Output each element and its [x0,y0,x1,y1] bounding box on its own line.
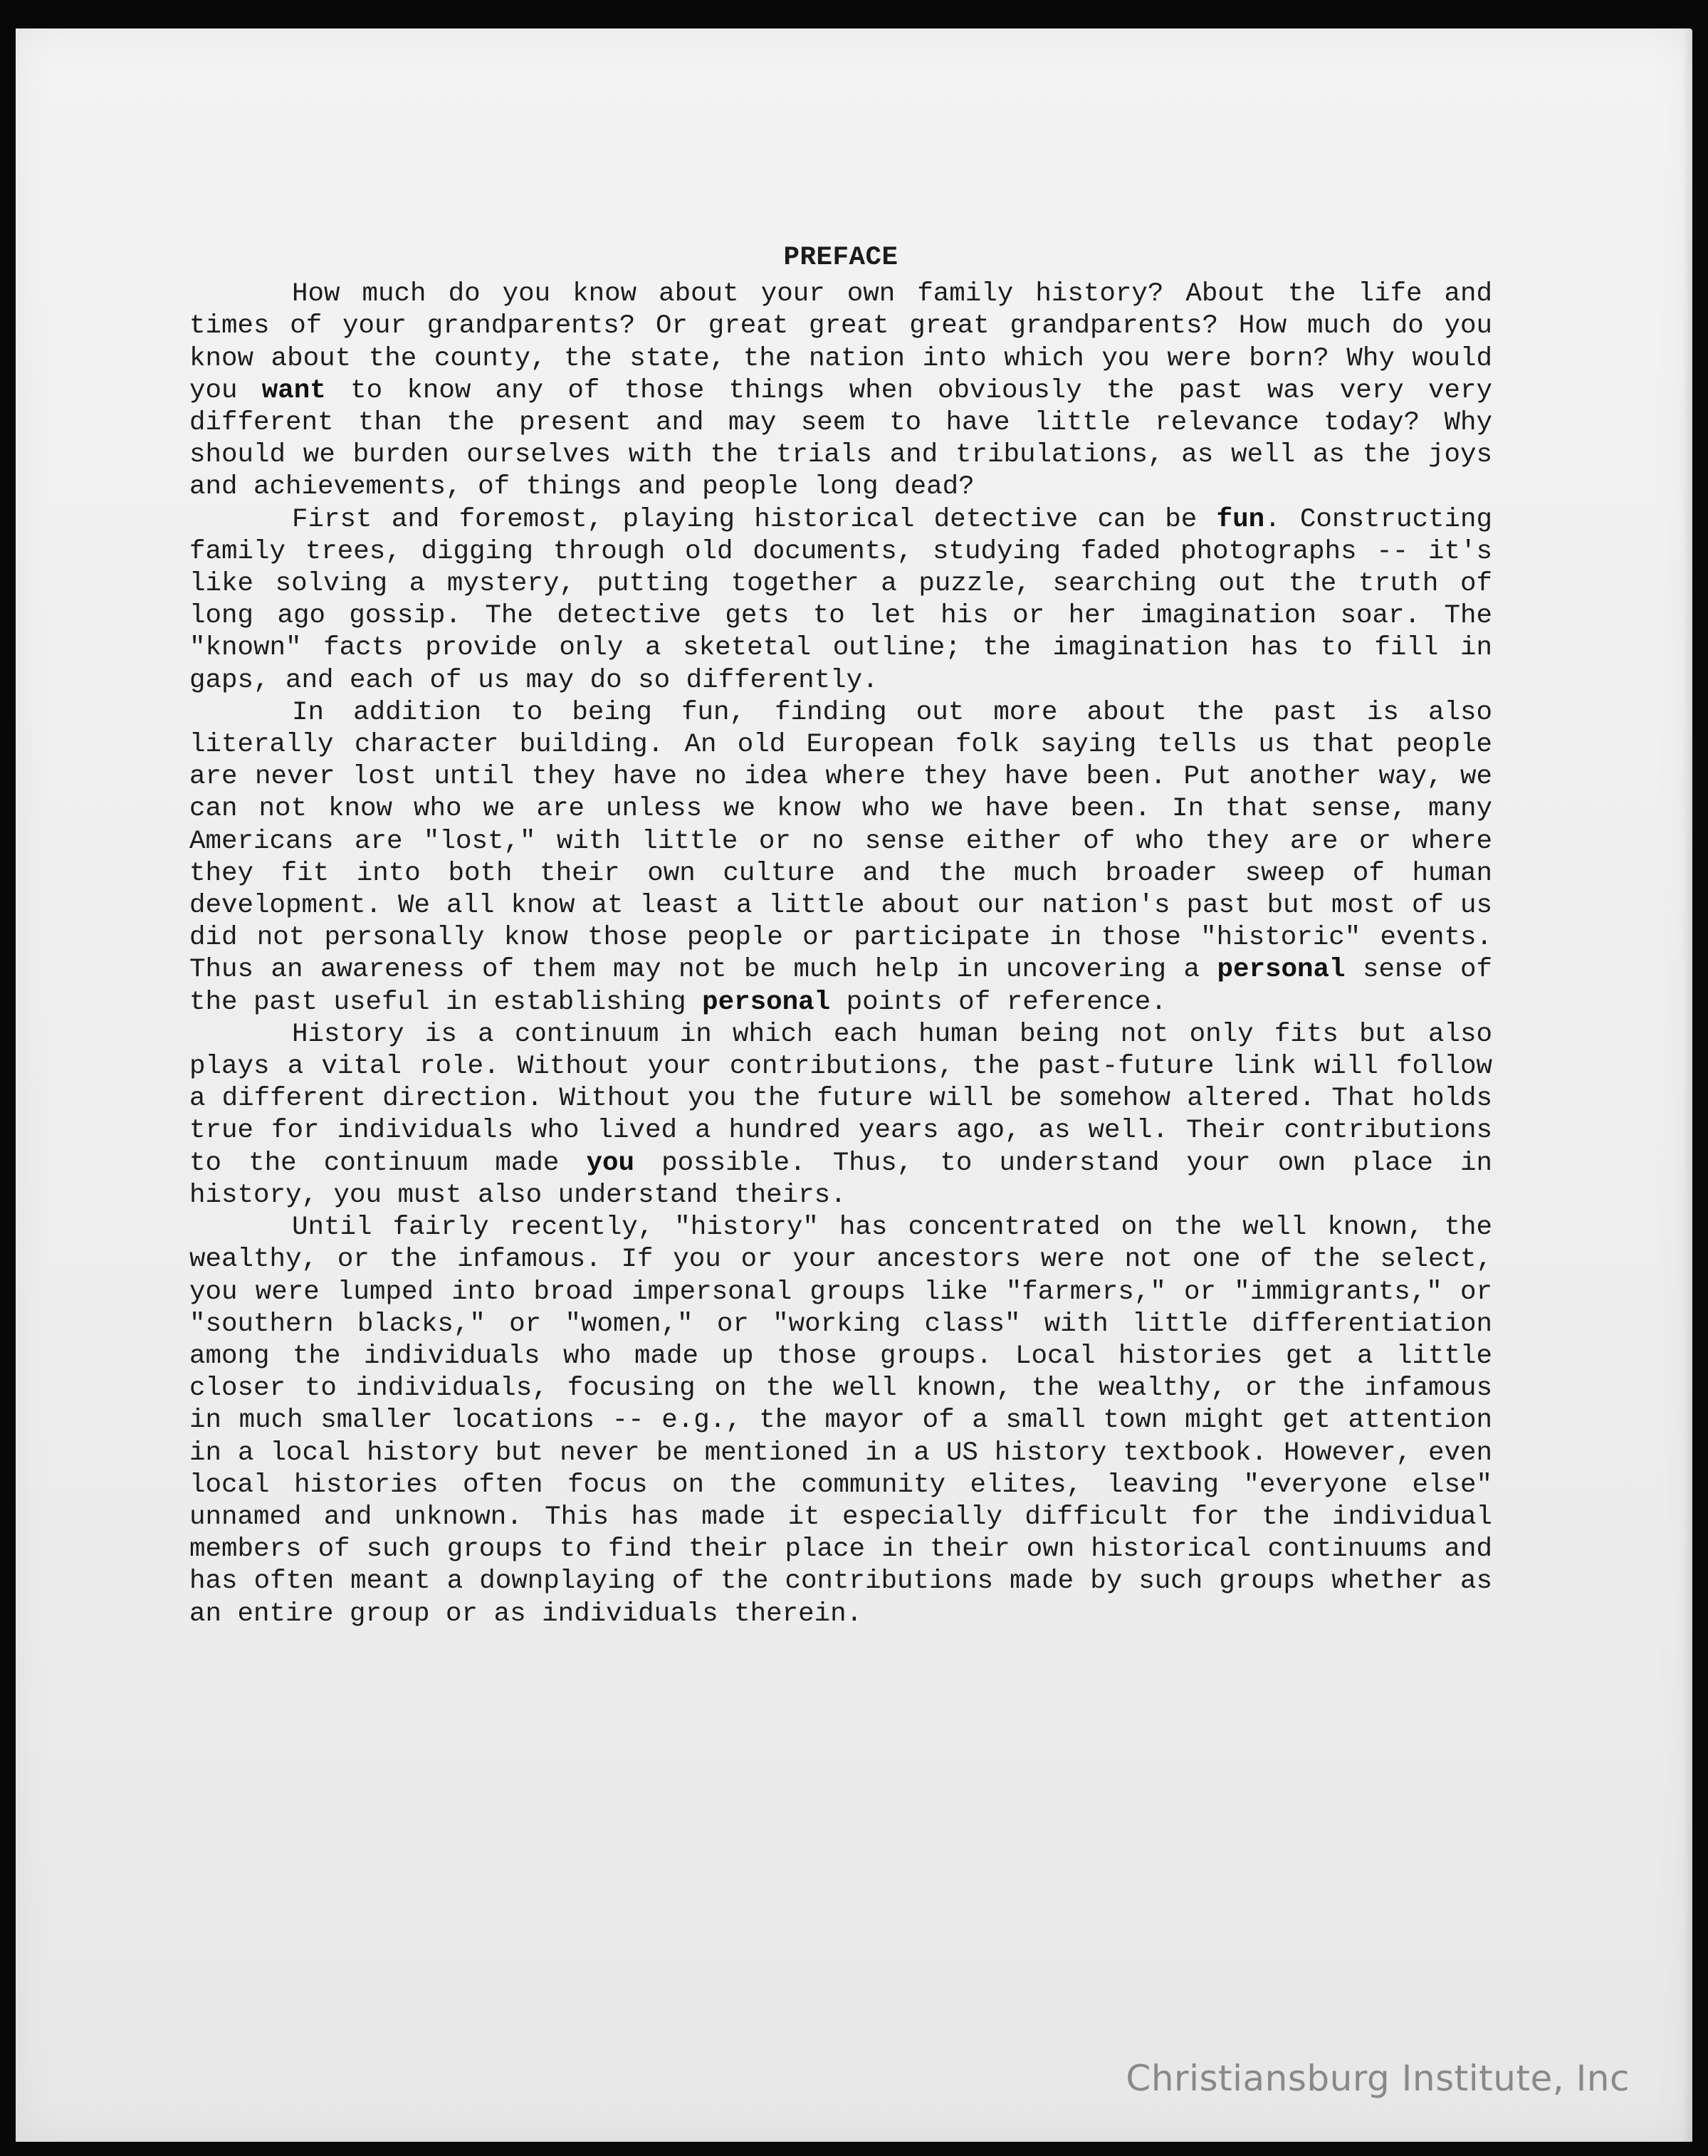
text-run: sense of the past useful in establishing [189,955,1492,1017]
paragraph [189,697,1492,1019]
text-run: . Constructing family trees, digging through old documents, studying faded photographs -- it's like solving a mystery, putting together a puzzle, searching out the truth of long ago gossip. The detective gets to let his or her imagination soar. The "known" facts provide only a sketetal outline; the imagination has to fill in gaps, and each of us may do so differently. [189,504,1492,696]
text-run: possible. Thus, to understand your own place in history, you must also understand theirs. [189,1148,1492,1210]
paragraph [189,504,1492,697]
watermark-text: Christiansburg Institute, Inc [1126,2058,1630,2099]
page-title: PREFACE [783,243,898,273]
emphasized-word: you [586,1148,634,1178]
text-run: First and foremost, playing historical detective can be [292,504,1217,535]
paragraph [189,1019,1492,1212]
paragraph [189,1212,1492,1631]
document-body [189,242,1492,1631]
text-run: History is a continuum in which each human being not only fits but also plays a vital role. Without your contributions, the past-future link will follow a different direction. Without you the future will be somehow altered. That holds true for individuals who lived a hundred years ago, as well. Their contributions to the continuum made [189,1019,1492,1178]
emphasized-word: personal [1217,955,1346,985]
text-run: Until fairly recently, "history" has concentrated on the well known, the wealthy, or the infamous. If you or your ancestors were not one of the select, you were lumped into broad impersonal groups like "farmers," or "immigrants," or "southern blacks," or "women," or "working class" with little differentiation among the individuals who made up those groups. Local histories get a little closer to individuals, focusing on the well known, the wealthy, or the infamous in much smaller locations -- e.g., the mayor of a small town might get attention in a local history but never be mentioned in a US history textbook. However, even local histories often focus on the community elites, leaving "everyone else" unnamed and unknown. This has made it especially difficult for the individual members of such groups to find their place in their own historical continuums and has often meant a downplaying of the contributions made by such groups whether as an entire group or as individuals therein. [189,1213,1492,1629]
emphasized-word: fun [1216,504,1265,535]
text-run: In addition to being fun, finding out more about the past is also literally character building. An old European folk saying tells us that people are never lost until they have no idea where they have been. Put another way, we can not know who we are unless we know who we have been. In that sense, many Americans are "lost," with little or no sense either of who they are or where they fit into both their own culture and the much broader sweep of human development. We all know at least a little about our nation's past but most of us did not personally know those people or participate in those "historic" events. Thus an awareness of them may not be much help in uncovering a [189,697,1492,985]
emphasized-word: want [261,375,326,406]
paragraph-list [189,278,1492,1631]
text-run: points of reference. [830,987,1167,1017]
text-run: to know any of those things when obviously the past was very very different than the present and may seem to have little relevance today? Why should we burden ourselves with the trials and tribulations, as well as the joys and achievements, of things and people long dead? [189,375,1492,503]
page-edge-shadow [1682,28,1692,2142]
emphasized-word: personal [702,987,831,1017]
text-run: How much do you know about your own family history? About the life and times of your grandparents? Or great great great grandparents? How much do you know about the county, the state, the nation into which you were born? Why would you [189,279,1492,406]
paragraph [189,278,1492,503]
